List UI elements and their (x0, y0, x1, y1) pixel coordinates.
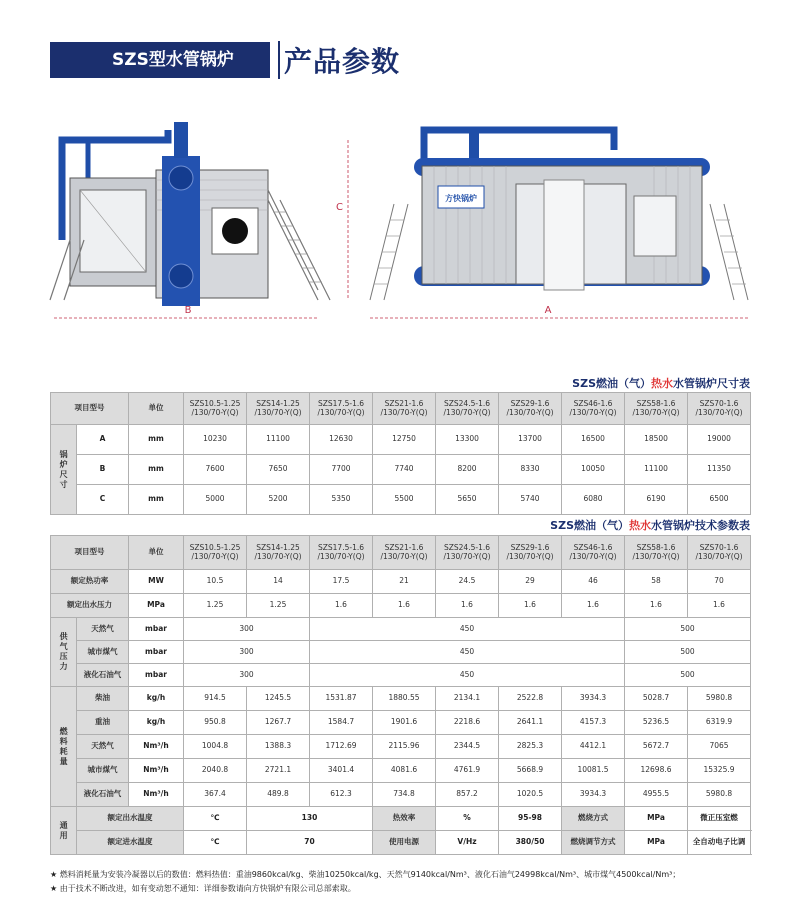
size-model-2: SZS17.5-1.6 /130/70-Y(Q) (310, 393, 373, 425)
table-cell: 16500 (562, 425, 625, 455)
table-cell: 7065 (688, 735, 751, 759)
table-cell: 5672.7 (625, 735, 688, 759)
table-cell: SZS24.5-1.6 /130/70-Y(Q) (436, 536, 499, 570)
table-cell: 液化石油气 (77, 664, 129, 687)
table-cell: Nm³/h (129, 783, 184, 807)
table-cell: 使用电源 (373, 831, 436, 855)
table-cell: A (77, 425, 129, 455)
dimension-c-label: C (336, 202, 343, 213)
table-cell: 450 (310, 664, 625, 687)
table-cell: 液化石油气 (77, 783, 129, 807)
table-cell: 4157.3 (562, 711, 625, 735)
table-cell: 489.8 (247, 783, 310, 807)
table-cell: 5980.8 (688, 687, 751, 711)
table-row (51, 664, 751, 687)
table-row (51, 455, 751, 485)
table-cell: 1.6 (373, 594, 436, 618)
table-cell: SZS10.5-1.25 /130/70-Y(Q) (184, 536, 247, 570)
table-cell: mm (129, 455, 184, 485)
table-cell: 城市煤气 (77, 641, 129, 664)
table-cell: SZS17.5-1.6 /130/70-Y(Q) (310, 536, 373, 570)
height-dimension (332, 100, 356, 330)
table-cell: 全自动电子比调 (688, 831, 751, 855)
tech-header-unit: 单位 (129, 536, 184, 570)
table-cell: mbar (129, 618, 184, 641)
table-row (51, 570, 751, 594)
table-cell: 2522.8 (499, 687, 562, 711)
table-cell: 5500 (373, 485, 436, 515)
size-model-0: SZS10.5-1.25 /130/70-Y(Q) (184, 393, 247, 425)
table-cell: 额定出水温度 (77, 807, 184, 831)
table-cell: C (77, 485, 129, 515)
table-cell: MPa (129, 594, 184, 618)
table-cell: 5236.5 (625, 711, 688, 735)
table-cell: 7600 (184, 455, 247, 485)
general-group-label: 通用 (51, 807, 77, 855)
table-cell: 4955.5 (625, 783, 688, 807)
nameplate-brand: 方快锅炉 (445, 194, 477, 203)
table-cell: 城市煤气 (77, 759, 129, 783)
table-cell: SZS46-1.6 /130/70-Y(Q) (562, 536, 625, 570)
table-cell: 1.6 (625, 594, 688, 618)
fuel-group-label: 燃料耗量 (51, 687, 77, 807)
table-row (51, 485, 751, 515)
table-cell: % (436, 807, 499, 831)
table-row (51, 687, 751, 711)
table-cell: 24.5 (436, 570, 499, 594)
table-cell: 热效率 (373, 807, 436, 831)
footnote-fuel: ★ 燃料消耗量为安装冷凝器以后的数值：燃料热值：重油9860kcal/kg、柴油10250kcal/kg、天然气9140kcal/Nm³、液化石油气24998kcal/Nm³、城市煤气4500kcal/Nm³； (50, 870, 681, 879)
table-cell: 380/50 (499, 831, 562, 855)
table-cell: SZS29-1.6 /130/70-Y(Q) (499, 536, 562, 570)
table-cell: 367.4 (184, 783, 247, 807)
table-cell: 天然气 (77, 618, 129, 641)
table-cell: ℃ (184, 831, 247, 855)
table-cell: 2344.5 (436, 735, 499, 759)
table-cell: 3934.3 (562, 783, 625, 807)
tech-table-caption: SZS燃油（气）热水水管锅炉技术参数表 (550, 519, 750, 532)
table-cell: 1.6 (562, 594, 625, 618)
table-cell: 微正压室燃 (688, 807, 751, 831)
table-cell: 15325.9 (688, 759, 751, 783)
table-cell: 1.25 (184, 594, 247, 618)
table-cell: 2825.3 (499, 735, 562, 759)
table-cell: 46 (562, 570, 625, 594)
size-model-7: SZS58-1.6 /130/70-Y(Q) (625, 393, 688, 425)
dimension-b-label: B (184, 305, 192, 316)
table-cell: 7740 (373, 455, 436, 485)
table-row (51, 831, 751, 855)
table-cell: V/Hz (436, 831, 499, 855)
table-cell: 300 (184, 641, 310, 664)
table-cell: 5200 (247, 485, 310, 515)
table-cell: 500 (625, 618, 751, 641)
table-cell: mm (129, 425, 184, 455)
table-cell: 29 (499, 570, 562, 594)
table-cell: 7700 (310, 455, 373, 485)
table-cell: 3934.3 (562, 687, 625, 711)
table-cell: 12698.6 (625, 759, 688, 783)
table-cell: 1880.55 (373, 687, 436, 711)
table-cell: 5740 (499, 485, 562, 515)
table-cell: SZS58-1.6 /130/70-Y(Q) (625, 536, 688, 570)
table-cell: mm (129, 485, 184, 515)
table-cell: 1.6 (499, 594, 562, 618)
table-cell: 1245.5 (247, 687, 310, 711)
footnote-disclaimer: ★ 由于技术不断改进，如有变动恕不通知：详细参数请向方快锅炉有限公司总部索取。 (50, 884, 356, 893)
size-table (50, 392, 751, 515)
table-cell: 130 (247, 807, 373, 831)
table-cell: 11100 (247, 425, 310, 455)
table-cell: 5668.9 (499, 759, 562, 783)
table-cell: ℃ (184, 807, 247, 831)
table-cell: 2134.1 (436, 687, 499, 711)
table-cell: 7650 (247, 455, 310, 485)
table-row (51, 807, 751, 831)
table-cell: 4081.6 (373, 759, 436, 783)
table-cell: 857.2 (436, 783, 499, 807)
table-row (51, 783, 751, 807)
footnotes (50, 868, 680, 896)
table-cell: 500 (625, 641, 751, 664)
table-cell: 13700 (499, 425, 562, 455)
table-cell: 5350 (310, 485, 373, 515)
table-cell: 1712.69 (310, 735, 373, 759)
table-cell: 5980.8 (688, 783, 751, 807)
tech-header-item: 项目型号 (51, 536, 129, 570)
size-group-label: 锅炉尺寸 (51, 425, 77, 515)
table-cell: 70 (688, 570, 751, 594)
table-cell: 4412.1 (562, 735, 625, 759)
table-cell: 1.6 (688, 594, 751, 618)
table-cell: 11350 (688, 455, 751, 485)
table-cell: 1388.3 (247, 735, 310, 759)
table-cell: 5000 (184, 485, 247, 515)
table-cell: 2115.96 (373, 735, 436, 759)
size-header-unit: 单位 (129, 393, 184, 425)
table-cell: kg/h (129, 711, 184, 735)
table-cell: 10.5 (184, 570, 247, 594)
table-cell: 10230 (184, 425, 247, 455)
table-cell: 2641.1 (499, 711, 562, 735)
boiler-front-view (364, 100, 754, 330)
table-cell: 重油 (77, 711, 129, 735)
table-cell: 450 (310, 618, 625, 641)
table-row (51, 425, 751, 455)
table-cell: Nm³/h (129, 735, 184, 759)
table-cell: SZS21-1.6 /130/70-Y(Q) (373, 536, 436, 570)
table-cell: B (77, 455, 129, 485)
table-cell: 12750 (373, 425, 436, 455)
table-cell: 950.8 (184, 711, 247, 735)
table-cell: 914.5 (184, 687, 247, 711)
model-banner: SZS型水管锅炉 (50, 42, 270, 78)
dimension-a-label: A (544, 305, 552, 316)
table-cell: SZS14-1.25 /130/70-Y(Q) (247, 536, 310, 570)
banner-divider (278, 41, 280, 79)
tech-table (50, 535, 751, 855)
table-cell: 5028.7 (625, 687, 688, 711)
table-cell: 燃烧方式 (562, 807, 625, 831)
table-cell: 14 (247, 570, 310, 594)
table-cell: 19000 (688, 425, 751, 455)
table-cell: 6080 (562, 485, 625, 515)
table-cell: SZS70-1.6 /130/70-Y(Q) (688, 536, 751, 570)
table-cell: 11100 (625, 455, 688, 485)
size-header-item: 项目型号 (51, 393, 129, 425)
table-cell: 6190 (625, 485, 688, 515)
table-cell: MPa (625, 807, 688, 831)
table-cell: 300 (184, 664, 310, 687)
table-cell: mbar (129, 664, 184, 687)
table-cell: 10081.5 (562, 759, 625, 783)
table-cell: 6500 (688, 485, 751, 515)
table-cell: 天然气 (77, 735, 129, 759)
table-cell: 18500 (625, 425, 688, 455)
table-cell: 燃烧调节方式 (562, 831, 625, 855)
table-row (51, 735, 751, 759)
table-row (51, 618, 751, 641)
table-cell: mbar (129, 641, 184, 664)
table-cell: 1020.5 (499, 783, 562, 807)
table-cell: 2040.8 (184, 759, 247, 783)
table-cell: 额定出水压力 (51, 594, 129, 618)
table-cell: 额定进水温度 (77, 831, 184, 855)
table-cell: 3401.4 (310, 759, 373, 783)
table-cell: 612.3 (310, 783, 373, 807)
table-cell: 1901.6 (373, 711, 436, 735)
table-cell: 58 (625, 570, 688, 594)
table-cell: 1.25 (247, 594, 310, 618)
table-cell: 5650 (436, 485, 499, 515)
table-row (51, 711, 751, 735)
gas-group-label: 供气压力 (51, 618, 77, 687)
table-cell: 70 (247, 831, 373, 855)
table-cell: 21 (373, 570, 436, 594)
table-cell: 12630 (310, 425, 373, 455)
table-cell: 1004.8 (184, 735, 247, 759)
table-cell: 500 (625, 664, 751, 687)
table-cell: MW (129, 570, 184, 594)
table-row (51, 759, 751, 783)
table-cell: 额定热功率 (51, 570, 129, 594)
page-title: 产品参数 (284, 45, 401, 78)
table-row (51, 594, 751, 618)
size-model-4: SZS24.5-1.6 /130/70-Y(Q) (436, 393, 499, 425)
table-cell: 1584.7 (310, 711, 373, 735)
size-model-1: SZS14-1.25 /130/70-Y(Q) (247, 393, 310, 425)
table-cell: 17.5 (310, 570, 373, 594)
table-cell: 10050 (562, 455, 625, 485)
size-model-6: SZS46-1.6 /130/70-Y(Q) (562, 393, 625, 425)
table-cell: 1.6 (310, 594, 373, 618)
table-cell: kg/h (129, 687, 184, 711)
size-model-5: SZS29-1.6 /130/70-Y(Q) (499, 393, 562, 425)
table-cell: 柴油 (77, 687, 129, 711)
table-cell: 4761.9 (436, 759, 499, 783)
table-cell: 450 (310, 641, 625, 664)
table-cell: 6319.9 (688, 711, 751, 735)
table-cell: 8200 (436, 455, 499, 485)
table-cell: 95-98 (499, 807, 562, 831)
table-cell: 300 (184, 618, 310, 641)
table-cell: MPa (625, 831, 688, 855)
table-cell: 1.6 (436, 594, 499, 618)
size-table-caption: SZS燃油（气）热水水管锅炉尺寸表 (572, 377, 750, 390)
table-cell: 1531.87 (310, 687, 373, 711)
size-model-8: SZS70-1.6 /130/70-Y(Q) (688, 393, 751, 425)
size-model-3: SZS21-1.6 /130/70-Y(Q) (373, 393, 436, 425)
table-cell: Nm³/h (129, 759, 184, 783)
table-cell: 8330 (499, 455, 562, 485)
table-cell: 2721.1 (247, 759, 310, 783)
table-cell: 734.8 (373, 783, 436, 807)
table-cell: 1267.7 (247, 711, 310, 735)
boiler-side-view (48, 100, 338, 330)
table-cell: 13300 (436, 425, 499, 455)
table-cell: 2218.6 (436, 711, 499, 735)
table-row (51, 641, 751, 664)
